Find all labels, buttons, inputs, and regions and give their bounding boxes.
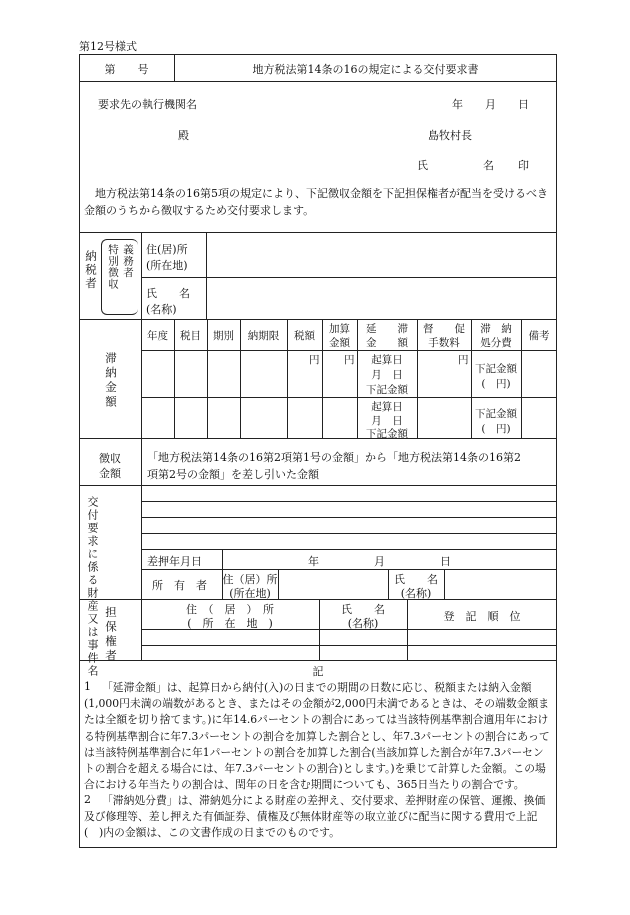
late-row1-md: 月 日: [371, 369, 403, 381]
late-row1-amount: 下記金額: [366, 384, 408, 396]
col-late-2: 金 額: [366, 337, 408, 349]
secured-name-label: 氏 名: [341, 603, 385, 616]
col-fee-2: 手数料: [428, 337, 460, 349]
col-year: 年度: [147, 330, 168, 342]
addressee-label: 要求先の執行機関名: [98, 98, 197, 111]
proc-row1-label: 下記金額: [475, 363, 517, 375]
rule-notes-top: [79, 660, 557, 661]
name-label: 氏 名: [417, 159, 494, 172]
rule-header: [79, 81, 557, 82]
col-addition-1: 加算: [329, 323, 350, 335]
intro-text: 地方税法第14条の16第5項の規定により、下記徴収金額を下記担保権者が配当を受けるべき金額のうちから徴収するため交付要求します。: [84, 187, 548, 217]
form-id: 第12号様式: [79, 40, 137, 53]
owner-address-sub: (所在地): [229, 587, 271, 600]
col-proc-1: 滞 納: [480, 323, 512, 335]
seizure-date: 年 月 日: [308, 555, 451, 568]
rule-taxpayer-top: [79, 232, 557, 233]
rule-taxpayer-label-col: [206, 232, 207, 319]
note2-text: [84, 793, 552, 842]
late-row2-md: 月 日: [371, 415, 403, 427]
rule-property-3: [141, 533, 557, 534]
note1-text: [84, 680, 552, 793]
yen-addition: 円: [344, 354, 355, 366]
taxpayer-section-label: 納税者: [84, 250, 98, 291]
late-row2-amount: 下記金額: [366, 428, 408, 440]
yen-tax: 円: [309, 354, 320, 366]
rule-owner-top: [141, 569, 557, 570]
rule-delinquency-top: [79, 319, 557, 320]
col-fee-1: 督 促: [423, 323, 465, 335]
note2-number: 2: [84, 793, 91, 806]
owner-label: 所 有 者: [152, 579, 207, 592]
rule-taxpayer-mid: [141, 277, 557, 278]
rule-col-header: [141, 350, 557, 351]
collection-section-label: [79, 451, 141, 481]
col-due-date: 納期限: [247, 330, 280, 342]
late-row2-start: 起算日: [371, 401, 403, 413]
proc-row2-label: 下記金額: [475, 408, 517, 420]
form-title: 地方税法第14条の16の規定による交付要求書: [252, 63, 479, 76]
collection-text-2: 項第2号の金額」を差し引いた金額: [147, 468, 319, 481]
rule-secured-top: [79, 599, 557, 600]
property-section-label: 交付要求に係る財産又は事件名: [86, 496, 99, 678]
taxpayer-name-label: 氏 名: [146, 287, 190, 300]
taxpayer-address-label: 住(居)所: [146, 243, 188, 256]
rule-property-2: [141, 517, 557, 518]
secured-rank-label: 登 記 順 位: [443, 610, 521, 623]
delinquency-section-label: 滞納金額: [104, 352, 118, 410]
taxpayer-name-sub: (名称): [146, 303, 177, 316]
sender-org: 島牧村長: [428, 129, 472, 142]
rule-property-top: [79, 485, 557, 486]
collection-text-1: 「地方税法第14条の16第2項第1号の金額」から「地方税法第14条の16第2: [147, 451, 521, 464]
rule-data-mid: [141, 397, 557, 398]
col-tax-item: 税目: [180, 330, 201, 342]
dono-label: 殿: [178, 129, 189, 142]
seizure-label: 差押年月日: [147, 555, 202, 568]
collection-label-text: 徴収金額: [99, 452, 121, 480]
secured-section-label: 担保権者: [104, 606, 118, 664]
yen-fee: 円: [458, 354, 469, 366]
col-tax-amount: 税額: [294, 330, 315, 342]
proc-row2-yen: ( 円): [481, 423, 511, 435]
rule-secured-row: [141, 645, 557, 646]
rule-owner-name-val-col: [444, 569, 445, 599]
col-late-1: 延 滞: [366, 323, 408, 335]
taxpayer-address-sub: (所在地): [146, 259, 188, 272]
col-addition-2: 金額: [329, 337, 350, 349]
number-label: 第 号: [104, 63, 149, 76]
col-remarks: 備考: [528, 330, 550, 342]
seal-mark: 印: [518, 159, 529, 172]
rule-property-1: [141, 501, 557, 502]
secured-address-label: 住 （ 居 ） 所: [186, 603, 274, 616]
note2-body: 「滞納処分費」は、滞納処分による財産の差押え、交付要求、差押財産の保管、運搬、換価及び修理等、差し押えた有価証券、債権及び無体財産等の取立並びに配当に関する費用で上記( )内の金額は、この文書作成の日までのものです。: [84, 794, 546, 840]
rule-owner-addr-col: [278, 569, 279, 599]
owner-name-sub: (名称): [400, 587, 432, 600]
col-period: 期別: [213, 330, 234, 342]
col-proc-2: 処分費: [480, 337, 512, 349]
obligor-label-1: 特別徴収: [107, 244, 119, 290]
secured-name-sub: (名称): [347, 617, 379, 630]
owner-address-label: 住（居）所: [222, 573, 278, 586]
proc-row1-yen: ( 円): [481, 378, 511, 390]
note1-body: 「延滞金額」は、起算日から納付(入)の日までの期間の日数に応じ、税額または納入金額(1,000円未満の端数があるとき、またはその金額が2,000円未満であるときは、その端数金額または全額を切り捨てます。)に年14.6パーセントの割合にあっては当該特例基準割合適用年における特例基準割合に年7.3パーセントの割合を加算した割合とし、年7.3パーセントの割合にあっては当該特例基準割合に年1パーセントの割合を加算した割合(当該加算した割合が年7.3パーセントの割合を超える場合には、年7.3パーセントの割合)とします。)を乗じて計算した金額。この場合における年当たりの割合は、閏年の日を含む期間についても、365日当たりの割合です。: [84, 681, 550, 792]
owner-name-label: 氏 名: [394, 573, 438, 586]
rule-collection-top: [79, 438, 557, 439]
obligor-label-2: 義務者: [122, 244, 134, 279]
late-row1-start: 起算日: [371, 354, 403, 366]
notes-heading: 記: [312, 665, 324, 678]
rule-property-4: [141, 549, 557, 550]
date-label: 年 月 日: [452, 98, 529, 111]
note1-number: 1: [84, 680, 91, 693]
secured-address-sub: ( 所 在 地 ): [187, 617, 273, 630]
